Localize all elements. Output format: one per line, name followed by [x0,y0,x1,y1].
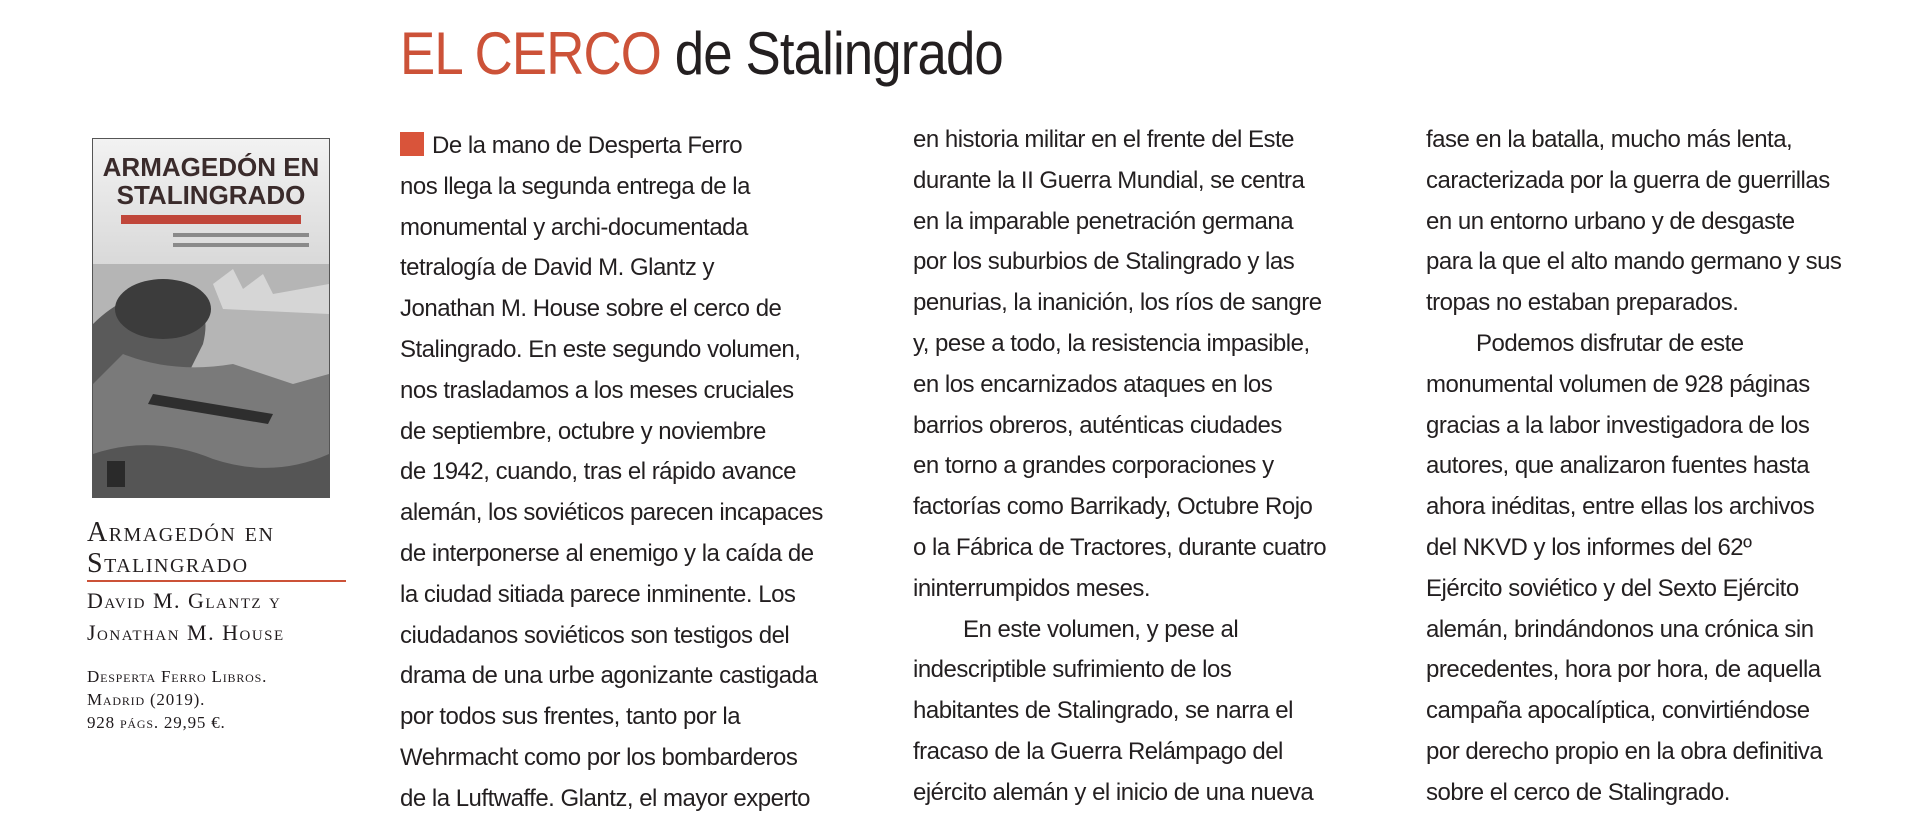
title-accent: EL CERCO [400,20,661,87]
cover-soldier-illustration [93,264,329,497]
book-authors [87,585,357,649]
authors-line1: David M. Glantz y [87,588,282,613]
text-line: Ejército soviético y del Sexto Ejército [1426,574,1799,602]
text-line: nos llega la segunda entrega de la [400,172,750,200]
book-title-line2: Stalingrado [87,548,249,579]
pages-price: 928 págs. 29,95 €. [87,713,226,732]
text-line: en la imparable penetración germana [913,207,1294,235]
publisher-line1: Desperta Ferro Libros. [87,667,268,686]
text-line: ejército alemán y el inicio de una nueva [913,778,1314,806]
text-line: por los suburbios de Stalingrado y las [913,248,1295,276]
text-line: de interponerse al enemigo y la caída de [400,539,814,567]
text-line: la ciudad sitiada parece inminente. Los [400,580,796,608]
text-line: de 1942, cuando, tras el rápido avance [400,458,796,486]
text-line: precedentes, hora por hora, de aquella [1426,656,1821,684]
text-line: alemán, los soviéticos parecen incapaces [400,499,823,527]
text-line: Wehrmacht como por los bombarderos [400,743,798,771]
text-line: ahora inéditas, entre ellas los archivos [1426,493,1815,521]
title-rest: de Stalingrado [660,20,1003,87]
text-line: para la que el alto mando germano y sus [1426,248,1842,276]
book-title-line1: Armagedón en [87,517,275,548]
text-line: Stalingrado. En este segundo volumen, [400,335,801,363]
publication-details [87,665,357,734]
text-line: sobre el cerco de Stalingrado. [1426,778,1730,806]
text-column-1 [400,126,823,820]
text-column-3 [1426,120,1841,814]
text-line: Podemos disfrutar de este [1476,329,1744,357]
cover-title-line1: ARMAGEDÓN EN [102,152,320,182]
square-bullet-icon [400,132,424,156]
text-line: factorías como Barrikady, Octubre Rojo [913,493,1313,521]
article-title [400,14,1003,94]
text-line: ciudadanos soviéticos son testigos del [400,621,790,649]
text-line: En este volumen, y pese al [963,615,1239,643]
text-line: en torno a grandes corporaciones y [913,452,1274,480]
text-line: por derecho propio en la obra definitiva [1426,737,1823,765]
text-line: de la Luftwaffe. Glantz, el mayor experto [400,784,810,812]
title-divider [87,580,346,582]
text-line: campaña apocalíptica, convirtiéndose [1426,697,1810,725]
text-line: tropas no estaban preparados. [1426,289,1739,317]
book-title [87,517,347,579]
text-line: fase en la batalla, mucho más lenta, [1426,126,1793,153]
text-line: o la Fábrica de Tractores, durante cuatro [913,533,1327,561]
text-line: y, pese a todo, la resistencia impasible, [913,329,1310,357]
text-line: tetralogía de David M. Glantz y [400,254,714,282]
text-line: Jonathan M. House sobre el cerco de [400,295,782,323]
publisher-line2: Madrid (2019). [87,690,206,709]
cover-band [121,215,301,224]
authors-line2: Jonathan M. House [87,620,285,645]
text-line: monumental y archi-documentada [400,213,748,241]
text-line: monumental volumen de 928 páginas [1426,370,1810,398]
text-column-2 [913,120,1326,814]
text-line: alemán, brindándonos una crónica sin [1426,615,1814,643]
text-line: de septiembre, octubre y noviembre [400,417,766,445]
book-cover-image [92,138,330,498]
text-line: ininterrumpidos meses. [913,574,1151,602]
text-line: durante la II Guerra Mundial, se centra [913,166,1305,194]
text-line: caracterizada por la guerra de guerrillas [1426,166,1830,194]
text-line: del NKVD y los informes del 62º [1426,533,1752,561]
text-line: penurias, la inanición, los ríos de sangre [913,289,1322,317]
text-line: en los encarnizados ataques en los [913,370,1273,398]
text-line: por todos sus frentes, tanto por la [400,703,741,731]
text-line: De la mano de Desperta Ferro [400,126,823,167]
text-line: drama de una urbe agonizante castigada [400,662,818,690]
text-line: en historia militar en el frente del Este [913,126,1295,153]
cover-title-line2: STALINGRADO [116,180,306,210]
cover-subtitle-marks [173,233,309,237]
text-line: fracaso de la Guerra Relámpago del [913,737,1283,765]
publisher-logo-icon [107,461,125,487]
text-line: gracias a la labor investigadora de los [1426,411,1810,439]
text-line: autores, que analizaron fuentes hasta [1426,452,1810,480]
text-line: barrios obreros, auténticas ciudades [913,411,1282,439]
text-line: indescriptible sufrimiento de los [913,656,1232,684]
text-line: habitantes de Stalingrado, se narra el [913,697,1293,725]
text-line: en un entorno urbano y de desgaste [1426,207,1795,235]
text-line: nos trasladamos a los meses cruciales [400,376,794,404]
